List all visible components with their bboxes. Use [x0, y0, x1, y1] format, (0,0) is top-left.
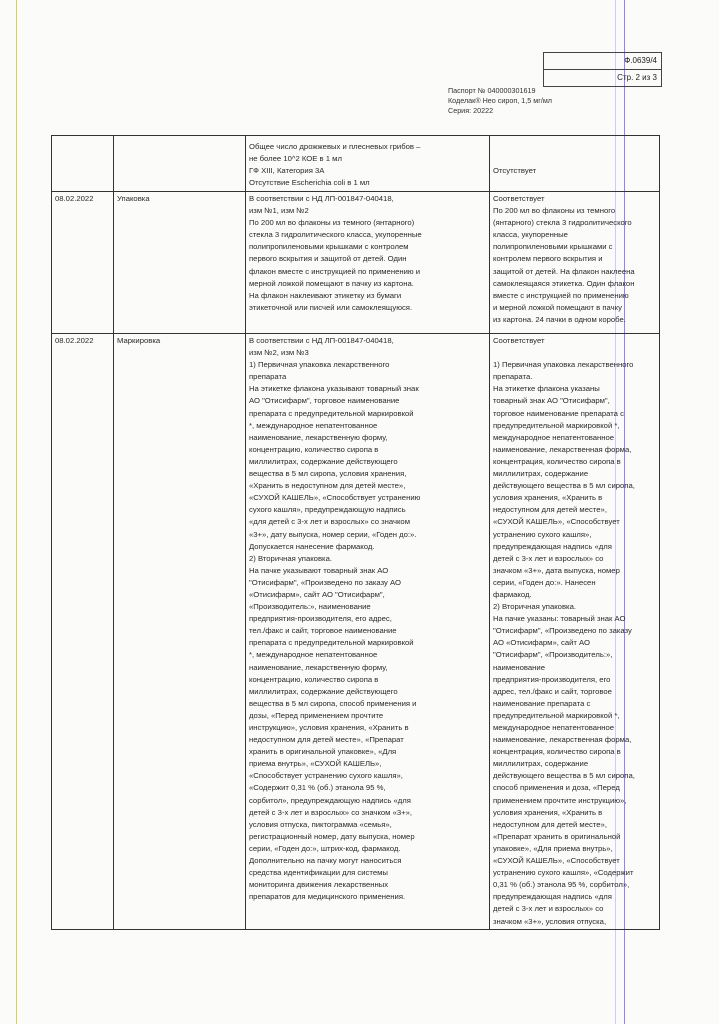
passport-number: Паспорт № 040000301619 [448, 86, 536, 95]
date-cell [52, 136, 114, 192]
form-code: Ф.0639/4 [544, 53, 661, 70]
table-row [52, 192, 660, 334]
result-cell: Отсутствует [490, 136, 660, 192]
table-row [52, 334, 660, 930]
parameter-cell: Упаковка [114, 192, 246, 334]
date-cell: 08.02.2022 [52, 192, 114, 334]
product-name: Коделак® Нео сироп, 1,5 мг/мл [448, 96, 552, 105]
result-cell: Соответствует По 200 мл во флаконы из темного (янтарного) стекла 3 гидролитического класса, укупоренные полипропиленовыми крышками с контролем первого вскрытия и защитой от детей. На флакон наклеена самоклеящаяся этикетка. Один флакон вместе с инструкцией по применению и мерной ложкой помещают в пачку из картона. 24 пачки в одном коробе. [490, 192, 660, 334]
passport-header [448, 86, 552, 116]
results-table [51, 135, 660, 930]
form-number-box [543, 52, 662, 87]
requirement-cell: В соответствии с НД ЛП-001847-040418, изм №1, изм №2 По 200 мл во флаконы из темного (янтарного) стекла 3 гидролитического класса, укупоренные полипропиленовыми крышками с контролем первого вскрытия и защитой от детей. Один флакон вместе с инструкцией по применению и мерной ложкой помещают в пачку из картона. На флакон наклеивают этикетку из бумаги этикеточной или писчей или самоклеящуюся. [246, 192, 490, 334]
requirement-cell: В соответствии с НД ЛП-001847-040418, изм №2, изм №3 1) Первичная упаковка лекарственного препарата На этикетке флакона указывают товарный знак АО "Отисифарм", торговое наименование препарата с предупредительной маркировкой *, международное непатентованное наименование, лекарственную форму, концентрацию, количество сиропа в миллилитрах, содержание действующего вещества в 5 мл сиропа, условия хранения, «Хранить в недоступном для детей месте», «СУХОЙ КАШЕЛЬ», «Способствует устранению сухого кашля», предупреждающую надпись «для детей с 3-х лет и взрослых» со значком «3+», дату выпуска, номер серии, «Годен до:». Допускается нанесение фармакод. 2) Вторичная упаковка. На пачке указывают товарный знак АО "Отисифарм", «Произведено по заказу АО «Отисифарм», сайт АО "Отисифарм", «Производитель:», наименование предприятия-производителя, его адрес, тел./факс и сайт, торговое наименование препарата с предупредительной маркировкой *, международное непатентованное наименование, лекарственную форму, концентрацию, количество сиропа в миллилитрах, содержание действующего вещества в 5 мл сиропа, способ применения и дозы, «Перед применением прочтите инструкцию», условия хранения, «Хранить в недоступном для детей месте», «Препарат хранить в оригинальной упаковке», «Для приема внутрь», «СУХОЙ КАШЕЛЬ», «Способствует устранению сухого кашля», «Содержит 0,31 % (об.) этанола 95 %, сорбитол», предупреждающую надпись «для детей с 3-х лет и взрослых» со значком «3+», условия отпуска, пиктограмма «семья», регистрационный номер, дату выпуска, номер серии, «Годен до:», штрих-код, фармакод. Дополнительно на пачку могут наноситься средства идентификации для системы мониторинга движения лекарственных препаратов для медицинского применения. [246, 334, 490, 930]
page-number: Стр. 2 из 3 [617, 73, 657, 82]
date-cell: 08.02.2022 [52, 334, 114, 930]
parameter-cell: Маркировка [114, 334, 246, 930]
result-cell: Соответствует 1) Первичная упаковка лекарственного препарата. На этикетке флакона указаны товарный знак АО "Отисифарм", торговое наименование препарата с предупредительной маркировкой *, международное непатентованное наименование, лекарственная форма, концентрация, количество сиропа в миллилитрах, содержание действующего вещества в 5 мл сиропа, условия хранения, «Хранить в недоступном для детей месте», «СУХОЙ КАШЕЛЬ», «Способствует устранению сухого кашля», предупреждающая надпись «для детей с 3-х лет и взрослых» со значком «3+», дата выпуска, номер серии, «Годен до:». Нанесен фармакод. 2) Вторичная упаковка. На пачке указаны: товарный знак АО "Отисифарм", «Произведено по заказу АО «Отисифарм», сайт АО "Отисифарм", «Производитель:», наименование предприятия-производителя, его адрес, тел./факс и сайт, торговое наименование препарата с предупредительной маркировкой *, международное непатентованное наименование, лекарственная форма, концентрация, количество сиропа в миллилитрах, содержание действующего вещества в 5 мл сиропа, способ применения и доза, «Перед применением прочтите инструкцию», условия хранения, «Хранить в недоступном для детей месте», «Препарат хранить в оригинальной упаковке», «Для приема внутрь», «СУХОЙ КАШЕЛЬ», «Способствует устранению сухого кашля», «Содержит 0,31 % (об.) этанола 95 %, сорбитол», предупреждающая надпись «для детей с 3-х лет и взрослых» со значком «3+», условия отпуска, [490, 334, 660, 930]
requirement-cell: Общее число дрожжевых и плесневых грибов – не более 10^2 КОЕ в 1 мл ГФ XIII, Категория 3А Отсутствие Escherichia coli в 1 мл [246, 136, 490, 192]
parameter-cell [114, 136, 246, 192]
batch-number: Серия: 20222 [448, 106, 494, 115]
table-row [52, 136, 660, 192]
scan-artifact-line [16, 0, 17, 1024]
